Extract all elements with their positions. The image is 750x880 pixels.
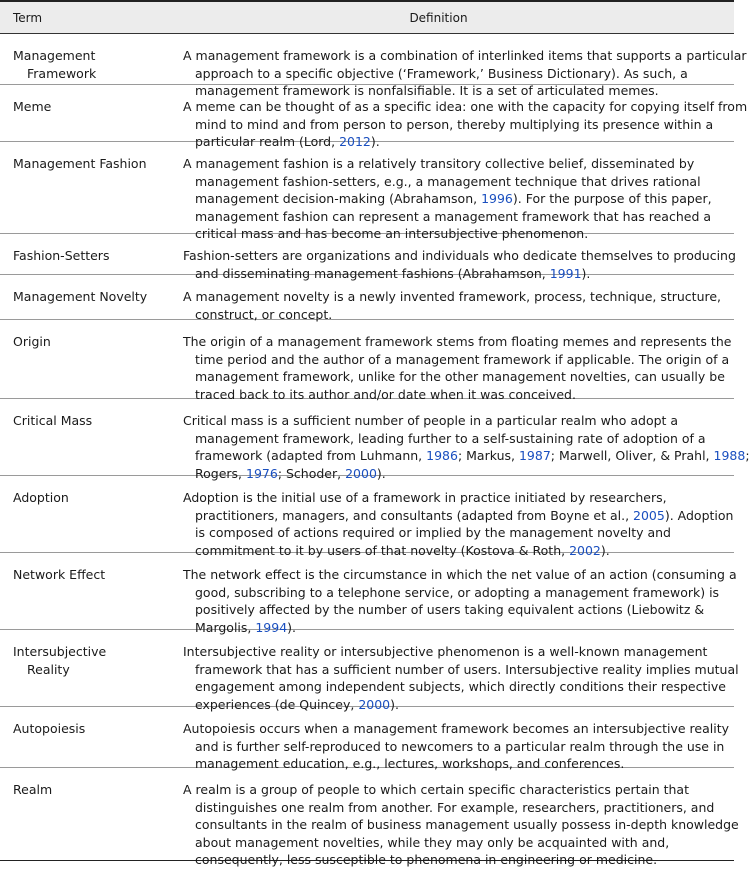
definition-text: ). For the purpose of this paper, (512, 191, 712, 206)
term-cell (0, 333, 183, 398)
definition-line (183, 584, 728, 602)
citation-year-link[interactable]: 1994 (255, 619, 288, 635)
definition-line (183, 465, 728, 483)
table-row (0, 553, 737, 635)
definition-line (183, 265, 728, 283)
definition-line (183, 489, 728, 507)
definition-text: framework (adapted from Luhmann, (195, 448, 427, 463)
definition-text: Fashion-setters are organizations and individuals who dedicate themselves to producing (183, 248, 736, 263)
definition-line (183, 524, 728, 542)
definition-line (183, 661, 739, 679)
term-cell (0, 781, 183, 860)
definition-text: Rogers, (195, 465, 246, 481)
definition-text: management framework is nonfalsifiable. It is a set of articulated memes. (195, 83, 659, 98)
term-cell (0, 489, 183, 552)
term-text: Realm (13, 782, 53, 797)
citation-year-link[interactable]: 1987 (518, 448, 551, 463)
definition-line (183, 447, 750, 465)
definition-line (183, 306, 728, 324)
definition-line (183, 190, 728, 208)
definition-line (183, 225, 728, 243)
definition-text: experiences (de Quincey, (195, 696, 359, 712)
definition-text: framework that has a sufficient number of users. Intersubjective reality implies mutual (195, 661, 739, 677)
definition-line (183, 247, 736, 265)
term-text: Critical Mass (13, 413, 93, 428)
term-text: Framework (27, 65, 97, 81)
definition-text: mind to mind and from person to person, thereby multiplying its presence within a (195, 116, 714, 132)
definition-line (183, 412, 728, 430)
definition-text: management framework, leading further to a self-sustaining rate of adoption of a (195, 430, 706, 446)
definition-text: The origin of a management framework stems from floating memes and represents the (183, 334, 732, 349)
definition-text: good, subscribing to a telephone service, or adopting a management framework) is (195, 584, 720, 600)
definition-line (183, 208, 728, 226)
definition-line (183, 351, 728, 369)
definition-line (183, 816, 739, 834)
definition-text: A management fashion is a relatively transitory collective belief, disseminated by (183, 156, 695, 171)
definition-text: approach to a specific objective (‘Framework,’ Business Dictionary). As such, a (195, 65, 688, 81)
definition-cell (183, 781, 739, 867)
term-text: Management Fashion (13, 156, 147, 171)
definition-line (183, 834, 728, 852)
term-text: Reality (27, 661, 70, 677)
term-cell (0, 720, 183, 767)
term-text: Management (13, 48, 96, 63)
definition-text: The network effect is the circumstance in which the net value of an action (consuming a (183, 567, 737, 582)
definition-line (183, 98, 748, 116)
definition-line (183, 155, 728, 173)
table-row (0, 768, 739, 867)
definition-text: management framework, unlike for the other management novelties, can usually be (195, 369, 725, 384)
table-row (0, 707, 734, 771)
definition-text: distinguishes one realm from another. For example, researchers, practitioners, and (195, 799, 715, 815)
definition-text: A realm is a group of people to which certain specific characteristics pertain that (183, 782, 689, 797)
definition-line (183, 333, 732, 351)
term-cell (0, 412, 183, 475)
definition-text: ). Adoption (664, 507, 734, 523)
definition-line (183, 542, 728, 560)
header-definition: Definition (409, 10, 468, 25)
definition-line (183, 116, 728, 134)
definition-text: traced back to its author and/or date when it was conceived. (195, 386, 576, 402)
term-text: Intersubjective (13, 644, 107, 659)
definition-cell (183, 489, 734, 558)
citation-year-link[interactable]: 2000 (345, 465, 377, 481)
definition-cell (183, 720, 734, 771)
definition-line (183, 678, 728, 696)
definition-line (183, 82, 728, 100)
definition-text: ; Marwell, Oliver, & Prahl, (550, 448, 714, 463)
term-cell (0, 47, 183, 84)
term-text: Meme (13, 99, 52, 114)
table-body (0, 34, 750, 867)
definition-line (183, 507, 734, 525)
definition-text: Intersubjective reality or intersubjective phenomenon is a well-known management (183, 644, 708, 659)
citation-year-link[interactable]: 1976 (246, 465, 278, 481)
table-row (0, 399, 750, 481)
table-row (0, 320, 734, 402)
term-text: Autopoiesis (13, 721, 86, 736)
definition-text: A management novelty is a newly invented framework, process, technique, structure, (183, 289, 722, 304)
definition-text: ). (581, 265, 591, 281)
table-row (0, 142, 734, 241)
definition-text: is composed of actions required or implied by the management novelty and (195, 525, 671, 540)
definition-text: ). (370, 134, 380, 149)
definition-text: management decision-making (Abrahamson, (195, 191, 482, 206)
definition-text: ; (745, 448, 750, 463)
definition-cell (183, 288, 734, 322)
definition-cell (183, 412, 750, 481)
definition-line (183, 601, 728, 619)
definition-line (183, 173, 728, 191)
definition-cell (183, 247, 736, 281)
definition-text: positively affected by the number of users taking equivalent actions (Liebowitz & (195, 602, 705, 617)
definition-line (183, 696, 728, 714)
definition-line (183, 430, 728, 448)
citation-year-link[interactable]: 2000 (358, 696, 391, 712)
definition-line (183, 65, 728, 83)
definition-text: construct, or concept. (195, 306, 333, 322)
definition-text: management education, e.g., lectures, workshops, and conferences. (195, 756, 625, 771)
definition-line (183, 368, 728, 386)
definition-text: and is further self-reproduced to newcomers to a particular realm through the use in (195, 738, 725, 754)
header-term: Term (13, 10, 43, 25)
definition-text: Critical mass is a sufficient number of people in a particular realm who adopt a (183, 413, 679, 428)
term-cell (0, 566, 183, 629)
citation-year-link[interactable]: 1991 (549, 265, 582, 281)
definition-cell (183, 333, 734, 402)
term-text: Fashion-Setters (13, 248, 110, 263)
definition-text: ). (600, 542, 610, 558)
citation-year-link[interactable]: 2005 (633, 507, 665, 523)
citation-year-link[interactable]: 2012 (339, 134, 371, 149)
citation-year-link[interactable]: 2002 (569, 542, 601, 558)
definition-text: and disseminating management fashions (Abrahamson, (195, 265, 550, 281)
term-cell (0, 155, 183, 233)
definition-line (183, 781, 728, 799)
definition-text: about management novelties, while they may only be acquainted with and, (195, 834, 670, 850)
definition-text: management fashion-setters, e.g., a management technique that drives rational (195, 173, 701, 189)
definition-cell (183, 98, 748, 149)
definition-cell (183, 566, 737, 635)
definition-line (183, 288, 728, 306)
table-row (0, 630, 739, 712)
definition-text: ; Markus, (457, 448, 519, 463)
definition-text: ). (287, 619, 297, 635)
definition-text: commitment to it by users of that novelty (Kostova & Roth, (195, 542, 570, 558)
term-cell (0, 643, 183, 706)
definition-line (183, 386, 728, 404)
definition-text: Adoption is the initial use of a framework in practice initiated by researchers, (183, 490, 667, 505)
term-cell (0, 288, 183, 319)
definition-text: critical mass and has become an intersubjective phenomenon. (195, 226, 589, 241)
definition-text: time period and the author of a management framework if applicable. The origin of a (195, 351, 730, 367)
table-header (0, 2, 734, 34)
definition-text: Autopoiesis occurs when a management framework becomes an intersubjective reality (183, 721, 730, 736)
definition-line (183, 755, 728, 773)
definition-text: ). (376, 465, 386, 481)
citation-year-link[interactable]: 1996 (481, 191, 513, 206)
definition-text: practitioners, managers, and consultants (adapted from Boyne et al., (195, 507, 634, 523)
term-cell (0, 247, 183, 274)
definition-cell (183, 155, 734, 241)
definition-line (183, 643, 728, 661)
definition-line (183, 738, 728, 756)
definition-line (183, 799, 728, 817)
term-text: Management Novelty (13, 289, 148, 304)
term-text: Origin (13, 334, 51, 349)
definition-line (183, 133, 728, 151)
definition-text: engagement among independent subjects, which directly conditions their respective (195, 679, 726, 694)
definition-line (183, 851, 728, 869)
definition-text: ; Schoder, (277, 465, 346, 481)
definition-text: ). (390, 696, 399, 712)
definition-text: consequently, less susceptible to phenomena in engineering or medicine. (195, 852, 658, 867)
definition-text: Margolis, (195, 619, 256, 635)
term-text: Network Effect (13, 567, 106, 582)
table-row (0, 34, 747, 98)
definition-line (183, 619, 728, 637)
definition-text: consultants in the realm of business management usually possess in-depth knowledge (195, 817, 739, 832)
definition-cell (183, 643, 739, 712)
definition-line (183, 47, 747, 65)
table-row (0, 476, 734, 558)
citation-year-link[interactable]: 1988 (713, 448, 746, 463)
definition-cell (183, 47, 747, 98)
term-cell (0, 98, 183, 141)
definition-line (183, 720, 728, 738)
term-text: Adoption (13, 490, 69, 505)
definition-text: particular realm (Lord, (195, 134, 340, 149)
citation-year-link[interactable]: 1986 (426, 448, 458, 463)
definition-text: management fashion can represent a management framework that has reached a (195, 208, 712, 224)
definition-text: A management framework is a combination of interlinked items that supports a particular (183, 48, 747, 63)
definition-text: A meme can be thought of as a specific idea: one with the capacity for copying itself from (183, 99, 748, 114)
definition-line (183, 566, 737, 584)
